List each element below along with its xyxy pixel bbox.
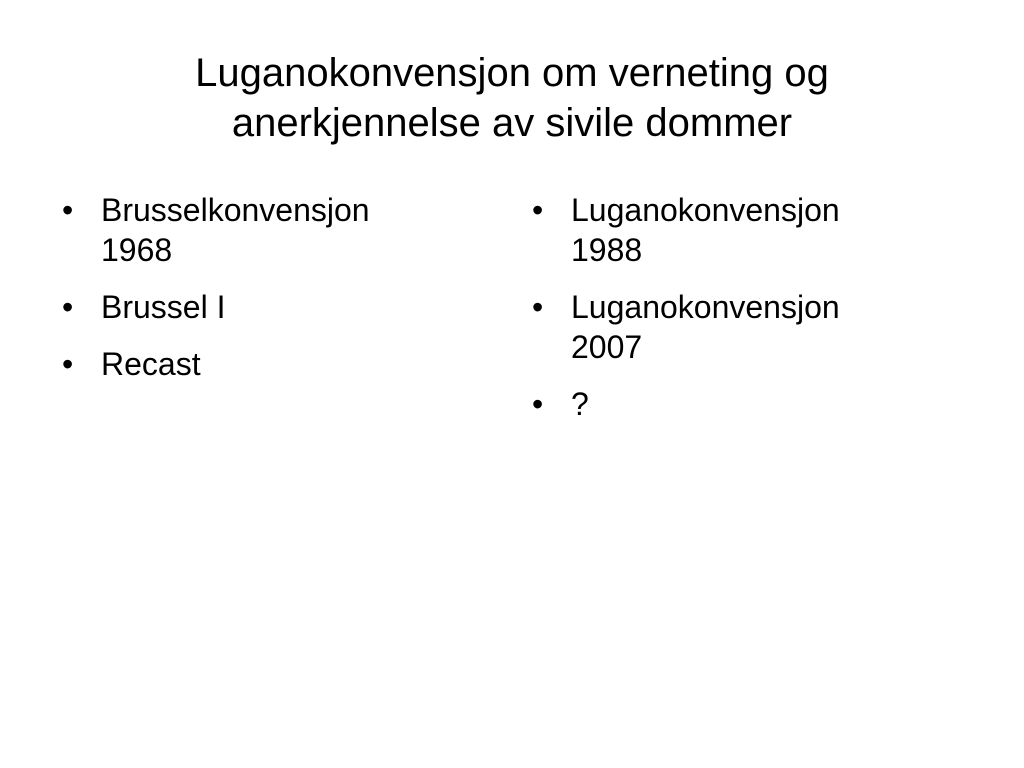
slide-title-line: Luganokonvensjon om verneting og	[195, 51, 829, 95]
right-bullet-item-question	[528, 384, 948, 424]
left-bullet-list	[58, 190, 478, 401]
right-bullet-item-luganokonvensjon-2007	[528, 287, 948, 367]
bullet-text-line: Luganokonvensjon	[571, 289, 840, 325]
bullet-text-line: 1988	[571, 232, 643, 268]
slide-title	[60, 48, 964, 148]
bullet-text-line: Brussel I	[101, 289, 226, 325]
right-bullet-list	[528, 190, 948, 441]
bullet-icon: •	[532, 289, 544, 325]
left-bullet-item-recast	[58, 344, 478, 384]
slide-title-line: anerkjennelse av sivile dommer	[231, 101, 793, 145]
bullet-text-line: ?	[571, 386, 589, 422]
bullet-icon: •	[532, 192, 544, 228]
bullet-text-line: Luganokonvensjon	[571, 192, 840, 228]
bullet-icon: •	[62, 289, 74, 325]
bullet-icon: •	[532, 386, 544, 422]
bullet-text-line: 1968	[101, 232, 173, 268]
bullet-text-line: 2007	[571, 329, 643, 365]
left-bullet-item-brussel-i	[58, 287, 478, 327]
bullet-text-line: Brusselkonvensjon	[101, 192, 370, 228]
bullet-icon: •	[62, 192, 74, 228]
left-bullet-item-brusselkonvensjon	[58, 190, 478, 270]
right-bullet-item-luganokonvensjon-1988	[528, 190, 948, 270]
bullet-icon: •	[62, 346, 74, 382]
bullet-text-line: Recast	[101, 346, 201, 382]
